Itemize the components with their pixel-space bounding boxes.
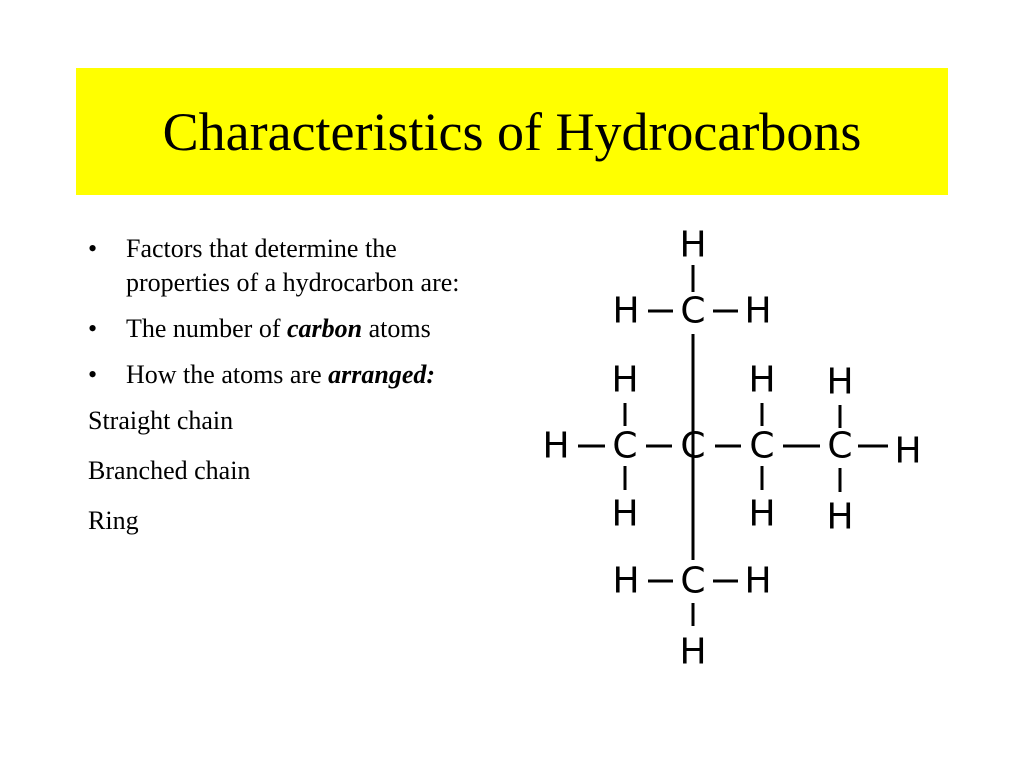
carbon-atom: C xyxy=(612,425,638,467)
hydrogen-atom: H xyxy=(679,224,707,266)
bullet-emphasis: arranged: xyxy=(328,360,436,389)
hydrogen-atom: H xyxy=(542,425,570,467)
hydrogen-atom: H xyxy=(744,560,772,602)
carbon-atom: C xyxy=(749,425,775,467)
title-banner xyxy=(76,68,948,195)
hydrogen-atom: H xyxy=(744,290,772,332)
bullet-dot-icon: • xyxy=(88,234,98,263)
bullet-dot-icon: • xyxy=(88,314,98,343)
bullet-text-pre: How the atoms are xyxy=(126,360,329,389)
bullet-list xyxy=(88,232,498,554)
bullet-text-post: atoms xyxy=(362,314,431,343)
bullet-dot-icon: • xyxy=(88,360,98,389)
atoms xyxy=(542,225,921,673)
hydrogen-atom: H xyxy=(826,361,854,403)
hydrogen-atom: H xyxy=(611,359,639,401)
bullet-emphasis: carbon xyxy=(287,314,363,343)
carbon-atom: C xyxy=(680,290,706,332)
arrangement-ring: Ring xyxy=(88,506,139,535)
hydrogen-atom: H xyxy=(611,493,639,535)
hydrogen-atom: H xyxy=(894,430,922,472)
carbon-atom: C xyxy=(680,425,706,467)
hydrogen-atom: H xyxy=(826,496,854,538)
bullet-text: Factors that determine the properties of a hydrocarbon are: xyxy=(126,234,460,297)
arrangement-straight-chain: Straight chain xyxy=(88,406,234,435)
carbon-atom: C xyxy=(680,560,706,602)
hydrogen-atom: H xyxy=(679,631,707,673)
slide-title: Characteristics of Hydrocarbons xyxy=(162,101,862,162)
bullet-item-arrangement xyxy=(88,358,498,392)
bullet-text-pre: The number of xyxy=(126,314,288,343)
carbon-atom: C xyxy=(827,425,853,467)
bullet-item-factors xyxy=(88,232,498,300)
hydrogen-atom: H xyxy=(612,560,640,602)
hydrogen-atom: H xyxy=(748,359,776,401)
bullet-item-carbon-atoms xyxy=(88,312,498,346)
arrangement-branched-chain: Branched chain xyxy=(88,456,251,485)
hydrogen-atom: H xyxy=(748,493,776,535)
hydrogen-atom: H xyxy=(612,290,640,332)
structural-formula-diagram xyxy=(530,220,940,680)
